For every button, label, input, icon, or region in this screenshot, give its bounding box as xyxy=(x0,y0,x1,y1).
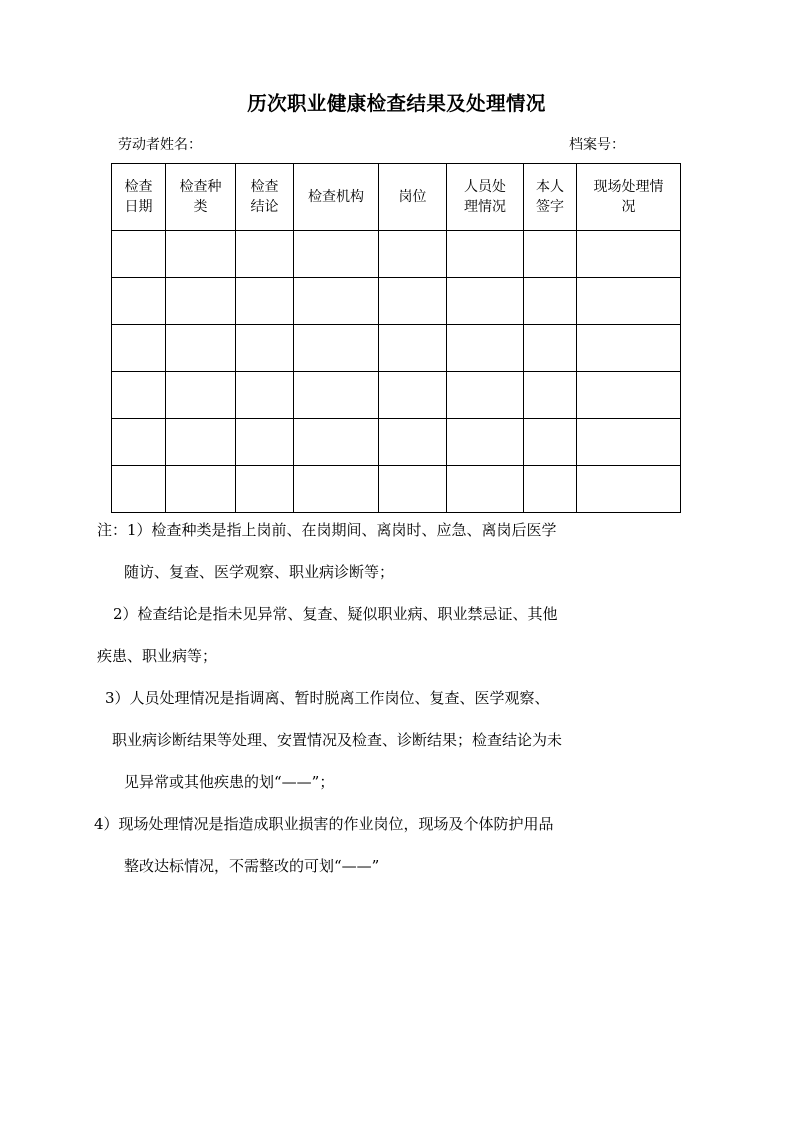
header-line: 岗位 xyxy=(398,189,427,205)
table-cell[interactable] xyxy=(166,325,236,372)
table-cell[interactable] xyxy=(112,372,166,419)
header-line: 结论 xyxy=(250,199,279,215)
table-cell[interactable] xyxy=(577,466,681,513)
note-line: 3）人员处理情况是指调离、暂时脱离工作岗位、复查、医学观察、 xyxy=(105,689,550,707)
table-cell[interactable] xyxy=(112,419,166,466)
note-line: 疾患、职业病等； xyxy=(97,647,218,665)
column-header-exam-institution xyxy=(294,164,379,231)
health-examination-table xyxy=(111,163,681,513)
table-cell[interactable] xyxy=(577,372,681,419)
table-cell[interactable] xyxy=(577,419,681,466)
table-cell[interactable] xyxy=(236,231,294,278)
table-cell[interactable] xyxy=(112,231,166,278)
table-cell[interactable] xyxy=(236,325,294,372)
identification-line xyxy=(111,134,681,156)
column-header-exam-type xyxy=(166,164,236,231)
table-row xyxy=(112,466,681,513)
table-cell[interactable] xyxy=(236,466,294,513)
column-header-personnel-handling xyxy=(447,164,524,231)
table-row xyxy=(112,325,681,372)
table-cell[interactable] xyxy=(166,231,236,278)
table-cell[interactable] xyxy=(447,372,524,419)
column-header-site-handling xyxy=(577,164,681,231)
table-cell[interactable] xyxy=(379,278,447,325)
table-row xyxy=(112,419,681,466)
table-cell[interactable] xyxy=(294,231,379,278)
table-cell[interactable] xyxy=(112,325,166,372)
header-line: 类 xyxy=(193,199,208,215)
table-cell[interactable] xyxy=(166,419,236,466)
table-cell[interactable] xyxy=(524,231,577,278)
table-cell[interactable] xyxy=(524,325,577,372)
table-header-row xyxy=(112,164,681,231)
table-cell[interactable] xyxy=(166,466,236,513)
table-cell[interactable] xyxy=(577,278,681,325)
table-cell[interactable] xyxy=(294,419,379,466)
header-line: 本人 xyxy=(536,179,564,195)
table-cell[interactable] xyxy=(524,466,577,513)
table-cell[interactable] xyxy=(379,466,447,513)
table-cell[interactable] xyxy=(447,466,524,513)
note-line: 4）现场处理情况是指造成职业损害的作业岗位，现场及个体防护用品 xyxy=(94,815,554,833)
worker-name-label: 劳动者姓名： xyxy=(118,137,202,153)
table-cell[interactable] xyxy=(379,419,447,466)
table-cell[interactable] xyxy=(112,278,166,325)
table-cell[interactable] xyxy=(577,231,681,278)
header-line: 日期 xyxy=(124,199,153,215)
header-line: 理情况 xyxy=(464,199,506,215)
table-cell[interactable] xyxy=(379,231,447,278)
table-cell[interactable] xyxy=(166,278,236,325)
header-line: 检查机构 xyxy=(308,189,364,205)
table-cell[interactable] xyxy=(524,372,577,419)
header-line: 现场处理情 xyxy=(593,179,664,195)
table-row xyxy=(112,278,681,325)
table-cell[interactable] xyxy=(294,466,379,513)
note-line: 职业病诊断结果等处理、安置情况及检查、诊断结果；检查结论为未 xyxy=(112,731,563,749)
table-cell[interactable] xyxy=(524,419,577,466)
table-cell[interactable] xyxy=(236,419,294,466)
note-line: 随访、复查、医学观察、职业病诊断等； xyxy=(124,563,395,581)
table-cell[interactable] xyxy=(236,372,294,419)
table-row xyxy=(112,231,681,278)
table-cell[interactable] xyxy=(447,419,524,466)
column-header-job-post xyxy=(379,164,447,231)
table-cell[interactable] xyxy=(294,325,379,372)
header-line: 签字 xyxy=(536,199,564,215)
header-line: 检查 xyxy=(250,179,279,195)
table-cell[interactable] xyxy=(447,325,524,372)
note-line: 2）检查结论是指未见异常、复查、疑似职业病、职业禁忌证、其他 xyxy=(113,605,558,623)
column-header-self-signature xyxy=(524,164,577,231)
table-cell[interactable] xyxy=(166,372,236,419)
archive-number-label: 档案号： xyxy=(569,137,625,153)
table-cell[interactable] xyxy=(524,278,577,325)
table-cell[interactable] xyxy=(236,278,294,325)
note-line: 整改达标情况，不需整改的可划“——” xyxy=(124,857,380,875)
page-title: 历次职业健康检查结果及处理情况 xyxy=(247,92,546,115)
table-cell[interactable] xyxy=(379,372,447,419)
header-line: 况 xyxy=(621,199,636,215)
table-cell[interactable] xyxy=(577,325,681,372)
header-line: 检查种 xyxy=(179,179,222,195)
table-cell[interactable] xyxy=(112,466,166,513)
table-cell[interactable] xyxy=(294,372,379,419)
table-body xyxy=(112,231,681,513)
header-line: 检查 xyxy=(124,179,153,195)
table-cell[interactable] xyxy=(294,278,379,325)
column-header-exam-date xyxy=(112,164,166,231)
table-cell[interactable] xyxy=(447,278,524,325)
column-header-exam-conclusion xyxy=(236,164,294,231)
table-header xyxy=(112,164,681,231)
note-line: 注：1）检查种类是指上岗前、在岗期间、离岗时、应急、离岗后医学 xyxy=(97,521,557,539)
note-line: 见异常或其他疾患的划“——”； xyxy=(124,773,335,791)
table-cell[interactable] xyxy=(379,325,447,372)
header-line: 人员处 xyxy=(464,179,506,195)
table-row xyxy=(112,372,681,419)
table-cell[interactable] xyxy=(447,231,524,278)
